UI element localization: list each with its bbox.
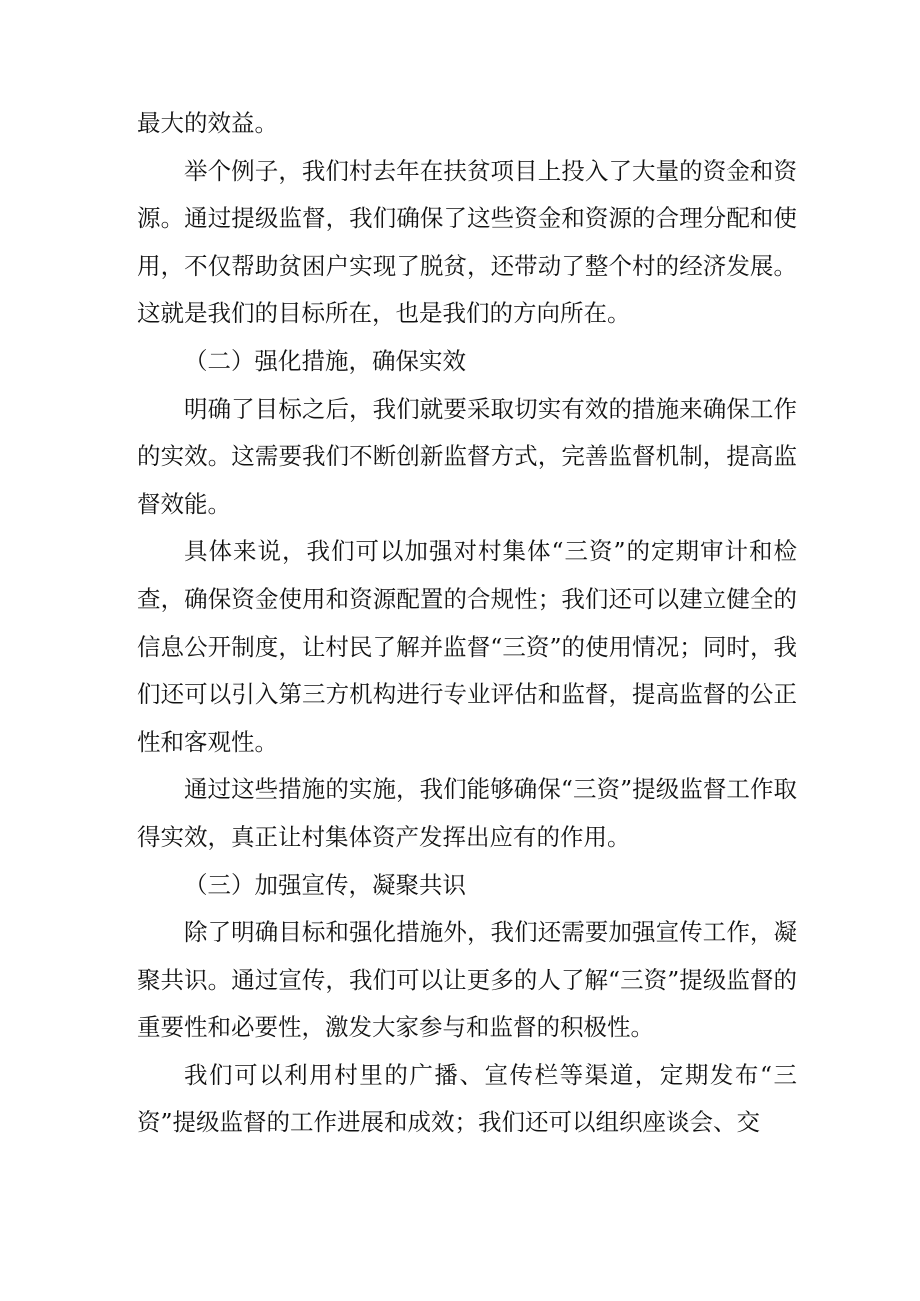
paragraph-continuation: 最大的效益。 <box>137 109 278 137</box>
paragraph-measures-intro: 明确了目标之后，我们就要采取切实有效的措施来确保工作的实效。这需要我们不断创新监督方式，完善监督机制，提高监督效能。 <box>137 394 797 518</box>
paragraph-measures-detail: 具体来说，我们可以加强对村集体“三资”的定期审计和检查，确保资金使用和资源配置的合规性；我们还可以建立健全的信息公开制度，让村民了解并监督“三资”的使用情况；同时，我们还可以引入第三方机构进行专业评估和监督，提高监督的公正性和客观性。 <box>137 537 797 756</box>
document-page <box>137 100 797 1147</box>
section-heading-2: （二）强化措施，确保实效 <box>184 346 466 375</box>
paragraph-example: 举个例子，我们村去年在扶贫项目上投入了大量的资金和资源。通过提级监督，我们确保了这些资金和资源的合理分配和使用，不仅帮助贫困户实现了脱贫，还带动了整个村的经济发展。这就是我们的目标所在，也是我们的方向所在。 <box>137 156 797 328</box>
paragraph-publicity-channels: 我们可以利用村里的广播、宣传栏等渠道，定期发布“三资”提级监督的工作进展和成效；我们还可以组织座谈会、交 <box>137 1060 797 1137</box>
section-heading-3: （三）加强宣传，凝聚共识 <box>184 870 466 899</box>
paragraph-measures-result: 通过这些措施的实施，我们能够确保“三资”提级监督工作取得实效，真正让村集体资产发挥出应有的作用。 <box>137 775 797 851</box>
paragraph-publicity-intro: 除了明确目标和强化措施外，我们还需要加强宣传工作，凝聚共识。通过宣传，我们可以让更多的人了解“三资”提级监督的重要性和必要性，激发大家参与和监督的积极性。 <box>137 918 797 1042</box>
